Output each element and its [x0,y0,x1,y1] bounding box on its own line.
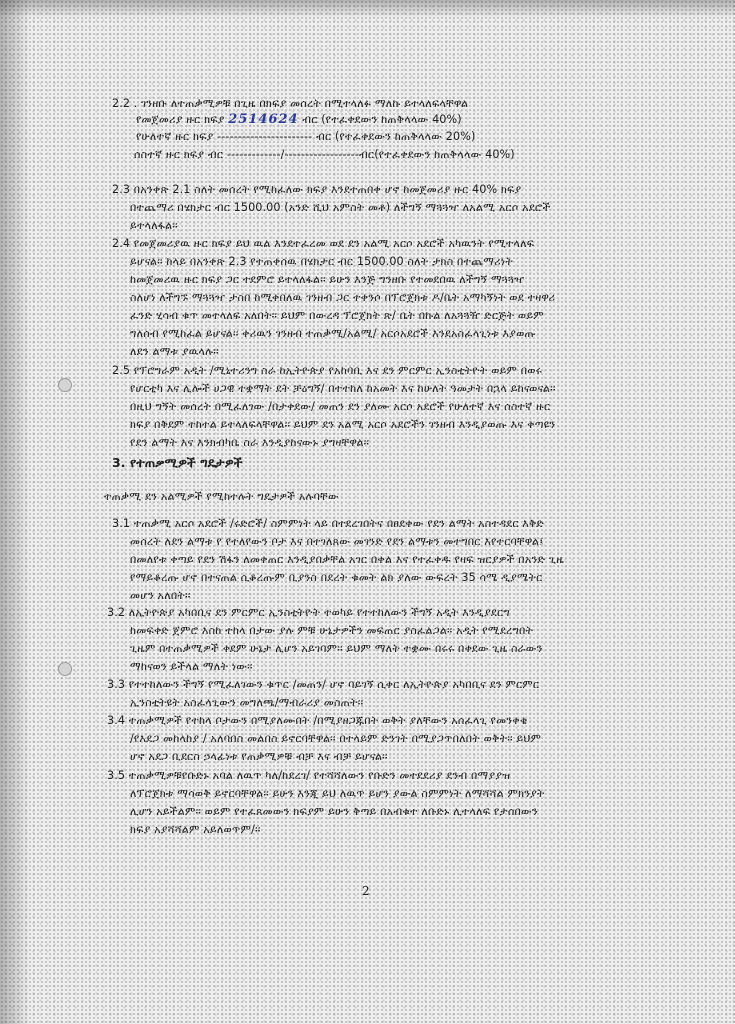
s34-line-3: ሆኖ አደጋ ቢደርስ ኃላፊነቱ የጠቃሚዎቹ ብቻ እና ብቻ ይሆናል፡፡ [130,750,388,763]
s23-line-2: በተጨማሪ በሄክታር ብር 1500.00 (አንድ ሺህ አምስት መቶ) ለችግኝ ማጓጓዣ ለአልሚ አርሶ አደሮች [130,201,551,214]
s24-line-3: ከመጀመሪዉ ዙር ክፍያ ጋር ተደምሮ ይተላለፋል፡፡ ይሁን እንጅ ግንዘቡ የተመደበዉ ለችግኝ ማጓጓዣ [130,273,525,286]
s31-line-3: በመለየቱ ቀጣይ የደን ሽፋን ለመቀጠር እንዲያበቃቸል አገር በቀል እና የተፈቀዱ የዛፍ ዝርያዎች በአንድ ጊዜ [130,553,564,566]
s33-line-1: 3.3 የተተከለውን ችግኝ የሚፈለገውን ቁጥር /መጠን/ ሆኖ ባይገኝ ሲቀር ለኢትዮጵያ አካበቢና ደን ምርምር [107,678,540,691]
s33-line-2: ኢንስቲትዩት አስፈላጊውን መግለጫ/ማብራሪያ መስጠት፡፡ [130,696,364,709]
punch-hole-top [58,378,72,392]
s32-line-4: ማከናወን ይችላል ማለት ነው፡፡ [130,660,253,673]
handwritten-amount: 2514624 [228,112,299,127]
scan-top-shadow [0,0,735,18]
s25-line-3: በዚህ ግኝት መሰረት በሚፈለገው /በታቀደው/ መጠን ደን ያለሙ አርሶ አደሮች የሁለተኛ እና ሰስተኛ ዙር [130,400,551,413]
s24-line-7: ለደን ልማቱ ያዉላሉ፡፡ [130,345,219,358]
s32-line-2: ከመፍቀድ ጀምሮ እስከ ተከላ በታው ያሉ ምቹ ሁኔታዎችን መፍጠር ያስፈልጋል፡፡ አዲት የሚደረግበት [130,624,534,637]
s24-line-4: ስለሆነ ለችግኙ ማጓጓዣ ታስበ ከሚቀበለዉ ገንዘብ ጋር ተቀንሶ በፕሮጀክቱ ዶ/ቤት አማካኝነት ወደ ተዛዋሪ [130,291,556,304]
s24-line-2: ይሆናል፡፡ ከላይ በአንቀጽ 2.3 የተጠቀሰዉ በሄክታር ብር 1500.00 ስለት ታክስ በተጨማሪነት [130,255,513,268]
s31-line-5: መሆን አለበት፡፡ [130,589,191,602]
s35-line-4: ክፍያ አያሻሻልም አይለወጥም/፡፡ [130,823,261,836]
s34-line-1: 3.4 ተጠቃሚዎች የተከላ ቦታውን በሚያለሙበት /በሚያዘጋጁበት ወቅት ያለቸውን አሰፈላጊ የመንቀቄ [107,714,528,727]
scan-edge-shadow [0,0,30,1024]
s25-line-4: ክፍያ በቅደም ተከተል ይተላለፍላቸዋል፡፡ ይህም ደን አልሚ አርሶ አደሮችን ገንዘብ እንዲያወጡ እና ቀጣዩን [130,418,556,431]
section-3-heading: 3. የተጠቃሚዎች ግዴታዎች [112,455,243,470]
s35-line-3: ሊሆን አይችልም፡፡ ወይም የተፈጸመውን ክፍያም ይሁን ቅጣይ በአብቁተ ለቡድኑ ሊተላለፍ የታሰበውን [130,805,538,818]
s22-third-payment: ሰስተኛ ዙር ክፍያ ብር -------------/------------------ብር(የተፈቀደውን ከጠቅላላው 40%) [134,148,515,161]
s31-line-1: 3.1 ተጠቃሚ አርሶ አደሮች /ሩድሮች/ ስምምነት ላይ በተደረገበትና በፀደቀው የደን ልማት አስተዳደር እቅድ [112,517,544,530]
s22-first-suffix: ብር (የተፈቀደውን ከጠቅላላው 40%) [302,113,462,126]
s35-line-1: 3.5 ተጠቃሚዎቹየቡድኑ አባል ለዉጥ ካለ/ከደረገ/ የተሻሻለውን የቡድን መተደደሪያ ደንብ በማያያዝ [107,769,511,782]
s22-first-label: የመጀመሪያ ዙር ክፍያ [136,113,225,126]
s24-line-6: ግለሰብ የሚከፈል ይሆናል፡፡ ቀሪዉን ገንዘብ ተጠቃሚ/አልሚ/ አርሶአደሮች እንደአስፈላጊነቱ እያወጡ [130,327,536,340]
s22-first-payment [136,113,462,127]
s25-line-2: የሆርቲካ እና ሊሎች ሀጋዊ ተቋማት ደት ቻዕግኝ/ በተተከለ ከአመት እና ከሁለት ዓመታት በኋላ ይከናወናል፡፡ [130,382,556,395]
s23-line-3: ይተላለፋል፡፡ [130,219,178,232]
s34-line-2: /የእደጋ መከላከያ / አለባበስ መልበስ ይኖርባቸዋል፡፡ በተላይም ድንገት በሚያጋጥበለበት ወቅት፡፡ ይህም [130,732,542,745]
s35-line-2: ለፕሮጀክቱ ማሳወቅ ይኖርባቸዋል፡፡ ይሁን እንጂ ይህ ለዉጥ ይሆን ያውል ስምምነት ለማሻሻል ምክንያት [130,787,545,800]
s31-line-4: የማይቆረጡ ሆኖ በተናጠል ሲቆረጡም ቢያንስ በደረት ቁመት ልክ ያለው ውፍረት 35 ሳሜ ዲያሜትር [130,571,543,584]
page-number: 2 [362,884,370,898]
s24-line-5: ፈንድ ሂሳብ ቁጥ መተላለፍ አለበት፡፡ ይህም በውረዳ ፕሮጀክት ጽ/ ቤት በኩል ለአጓጓዥ ድርጅት ወይም [130,309,544,322]
s23-line-1: 2.3 በአንቀጽ 2.1 ስለት መሰረት የሚከፈለው ክፍያ እንደተጠበቀ ሆኖ ከመጀመሪያ ዙር 40% ክፍያ [112,183,522,196]
s24-line-1: 2.4 የመጀመሪያዉ ዙር ክፍያ ይህ ዉል እንደተፈረመ ወደ ደን አልሚ አርሶ አደሮች አካዉንት የሚተላለፍ [112,237,535,250]
s32-line-1: 3.2 ለኢትዮጵያ አካበቢና ደን ምርምር ኢንስቲትዮት ተወካይ የተተከለውን ችግኝ አዲት እንዲያደርግ [107,606,510,619]
punch-hole-bottom [58,662,72,676]
s22-intro: 2.2 . ገንዘቡ ለተጠቃሚዎቹ በጊዜ በክፍያ መሰረት በሚተላለፉ ማለኩ ይተላለፍላቸዋል [112,97,469,110]
section-3-subheading: ተጠቃሚ ደን አልሚዎች የሚከተሉት ግዴታዎች አሉባቸው [104,490,339,503]
s32-line-3: ጊዜም በተጠቃሚዎች ቀደም ሁኔታ ሊሆን አይገባም፡፡ ይህም ማለት ተቋሙ በሩሩ በቀደው ጊዜ ስራውን [130,642,543,655]
s25-line-1: 2.5 የፕሮግራም አዲት /ሚኒተሪንግ ስራ ከኢትዮጵያ የአከባቢ እና ደን ምርምር ኢንስቲትዮት ወይም በወሩ [112,364,543,377]
s25-line-5: የደን ልማት እና እንክብካቤ ስራ እንዲያከናውኑ ያግዛቸዋል፡፡ [130,436,370,449]
s22-second-payment: የሁለተኛ ዙር ክፍያ ----------------------- ብር (የተፈቀደውን ከጠቅላላው 20%) [136,130,476,143]
s31-line-2: መሰረት ለደን ልማቱ የ የተለየውን ቦታ እና በተገለጸው መገንድ የደን ልማቱን መተግበር እየተርባቸዋል፤ [130,535,544,548]
